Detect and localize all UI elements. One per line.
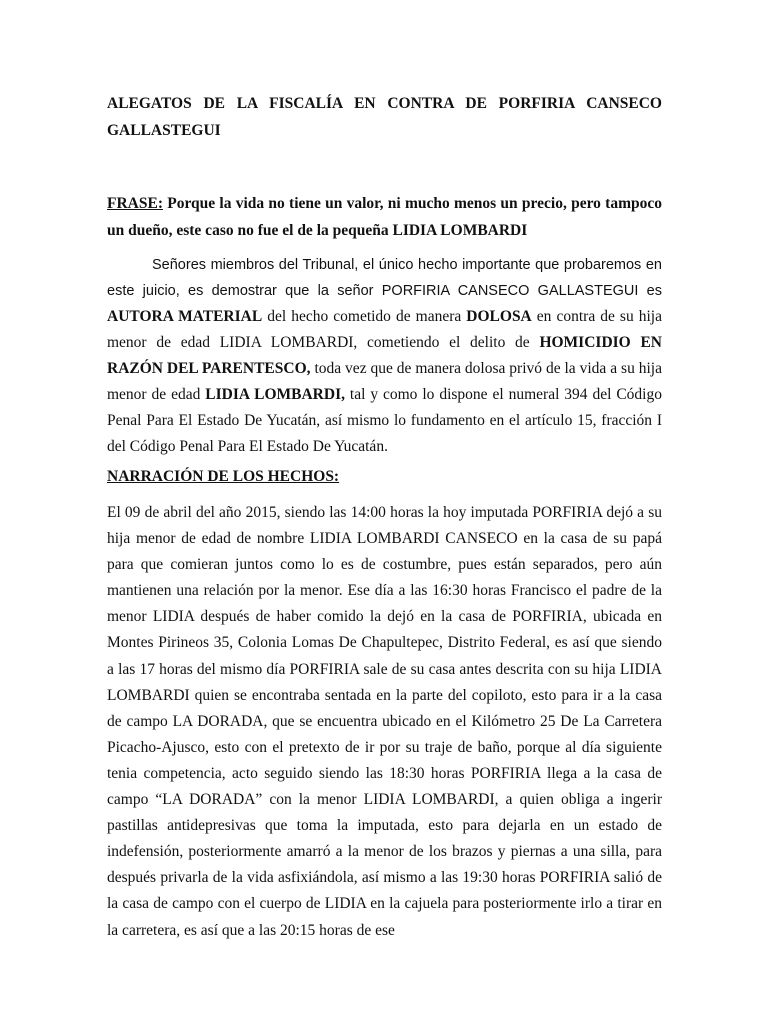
intro-text-2: del hecho cometido de manera [262, 308, 467, 325]
frase-label: FRASE: [107, 195, 163, 212]
intro-text-4: toda vez que de manera dolosa privó de la vida a su hija menor de edad [107, 360, 662, 403]
intro-text-1: Señores miembros del Tribunal, el único hecho importante que probaremos en este juicio, es demostrar que la señor PORFIRIA CANSECO GALLASTEGUI es [107, 257, 662, 299]
intro-bold-2: DOLOSA [466, 308, 532, 325]
frase-text: Porque la vida no tiene un valor, ni mucho menos un precio, pero tampoco un dueño, este caso no fue el de la pequeña LIDIA LOMBARDI [107, 195, 662, 239]
intro-paragraph [107, 252, 662, 460]
document-title: ALEGATOS DE LA FISCALÍA EN CONTRA DE PORFIRIA CANSECO GALLASTEGUI [107, 95, 662, 139]
intro-text-3: en contra de su hija menor de edad LIDIA LOMBARDI, cometiendo el delito de [107, 308, 662, 351]
intro-bold-4: LIDIA LOMBARDI, [205, 386, 345, 403]
narration-paragraph: El 09 de abril del año 2015, siendo las 14:00 horas la hoy imputada PORFIRIA dejó a su hija menor de edad de nombre LIDIA LOMBARDI CANSECO en la casa de su papá para que comieran juntos como lo es de costumbre, pues están separados, pero aún mantienen una relación por la menor. Ese día a las 16:30 horas Francisco el padre de la menor LIDIA después de haber comido la dejó en la casa de PORFIRIA, ubicada en Montes Pirineos 35, Colonia Lomas De Chapultepec, Distrito Federal, es así que siendo a las 17 horas del mismo día PORFIRIA sale de su casa antes descrita con su hija LIDIA LOMBARDI quien se encontraba sentada en la parte del copiloto, esto para ir a la casa de campo LA DORADA, que se encuentra ubicado en el Kilómetro 25 De La Carretera Picacho-Ajusco, esto con el pretexto de ir por su traje de baño, porque al día siguiente tenia competencia, acto seguido siendo las 18:30 horas PORFIRIA llega a la casa de campo “LA DORADA” con la menor LIDIA LOMBARDI, a quien obliga a ingerir pastillas antidepresivas que toma la imputada, esto para dejarla en un estado de indefensión, posteriormente amarró a la menor de los brazos y piernas a una silla, para después privarla de la vida asfixiándola, así mismo a las 19:30 horas PORFIRIA salió de la casa de campo con el cuerpo de LIDIA en la cajuela para posteriormente irlo a tirar en la carretera, es así que a las 20:15 horas de ese [107, 504, 662, 939]
section-heading: NARRACIÓN DE LOS HECHOS: [107, 468, 340, 485]
intro-bold-3: HOMICIDIO EN RAZÓN DEL PARENTESCO, [107, 334, 662, 377]
intro-text-5: tal y como lo dispone el numeral 394 del Código Penal Para El Estado De Yucatán, así mismo lo fundamento en el artículo 15, fracción I del Código Penal Para El Estado De Yucatán. [107, 386, 662, 455]
frase-paragraph [107, 190, 662, 244]
intro-bold-1: AUTORA MATERIAL [107, 308, 263, 325]
